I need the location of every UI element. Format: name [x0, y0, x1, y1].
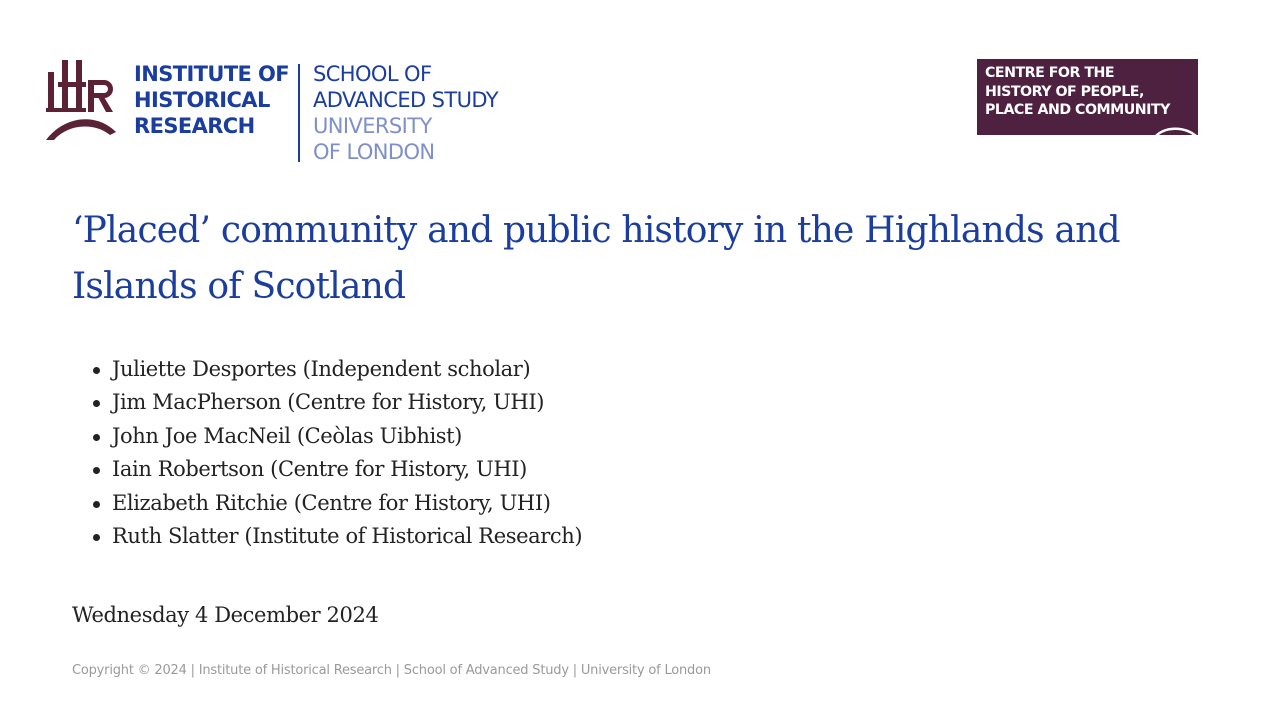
bullet-icon [93, 367, 100, 374]
ihr-wordmark-line-2: HISTORICAL [134, 88, 270, 112]
centre-badge-line-2: HISTORY OF PEOPLE, [985, 83, 1144, 100]
speaker-name: Ruth Slatter (Institute of Historical Research) [112, 524, 583, 549]
list-item [92, 420, 582, 453]
speaker-name: John Joe MacNeil (Ceòlas Uibhist) [112, 423, 462, 448]
list-item [92, 386, 582, 419]
speaker-name: Jim MacPherson (Centre for History, UHI) [112, 390, 545, 415]
sas-wordmark [313, 61, 498, 165]
centre-badge-line-3: PLACE AND COMMUNITY [985, 102, 1170, 118]
page-title: ‘Placed’ community and public history in the Highlands and Islands of Scotland [72, 210, 1120, 307]
bullet-icon [93, 467, 100, 474]
bullet-icon [93, 400, 100, 407]
sas-wordmark-line-1: SCHOOL OF [313, 62, 432, 86]
ihr-wordmark-line-3: RESEARCH [134, 114, 255, 138]
event-date: Wednesday 4 December 2024 [72, 603, 379, 627]
speaker-list [92, 353, 582, 553]
centre-badge-arc-icon [1150, 124, 1202, 138]
sas-wordmark-line-3: UNIVERSITY [313, 114, 432, 138]
list-item [92, 520, 582, 553]
centre-badge-text [985, 64, 1170, 120]
speaker-name: Juliette Desportes (Independent scholar) [112, 357, 531, 381]
list-item [92, 453, 582, 486]
list-item [92, 353, 582, 386]
bullet-icon [93, 501, 100, 508]
bullet-icon [93, 434, 100, 441]
ihr-monogram-logo [44, 58, 124, 142]
sas-wordmark-line-4: OF LONDON [313, 140, 435, 164]
speaker-name: Iain Robertson (Centre for History, UHI) [112, 457, 527, 482]
ihr-wordmark-line-1: INSTITUTE OF [134, 62, 290, 86]
bullet-icon [93, 534, 100, 541]
ihr-wordmark [134, 61, 289, 139]
sas-wordmark-line-2: ADVANCED STUDY [313, 88, 499, 112]
speaker-name: Elizabeth Ritchie (Centre for History, UHI) [112, 490, 551, 515]
list-item [92, 487, 582, 520]
logo-divider [298, 64, 300, 162]
copyright-footer: Copyright © 2024 | Institute of Historical Research | School of Advanced Study | University of London [72, 663, 711, 678]
centre-badge-line-1: CENTRE FOR THE [985, 65, 1115, 81]
